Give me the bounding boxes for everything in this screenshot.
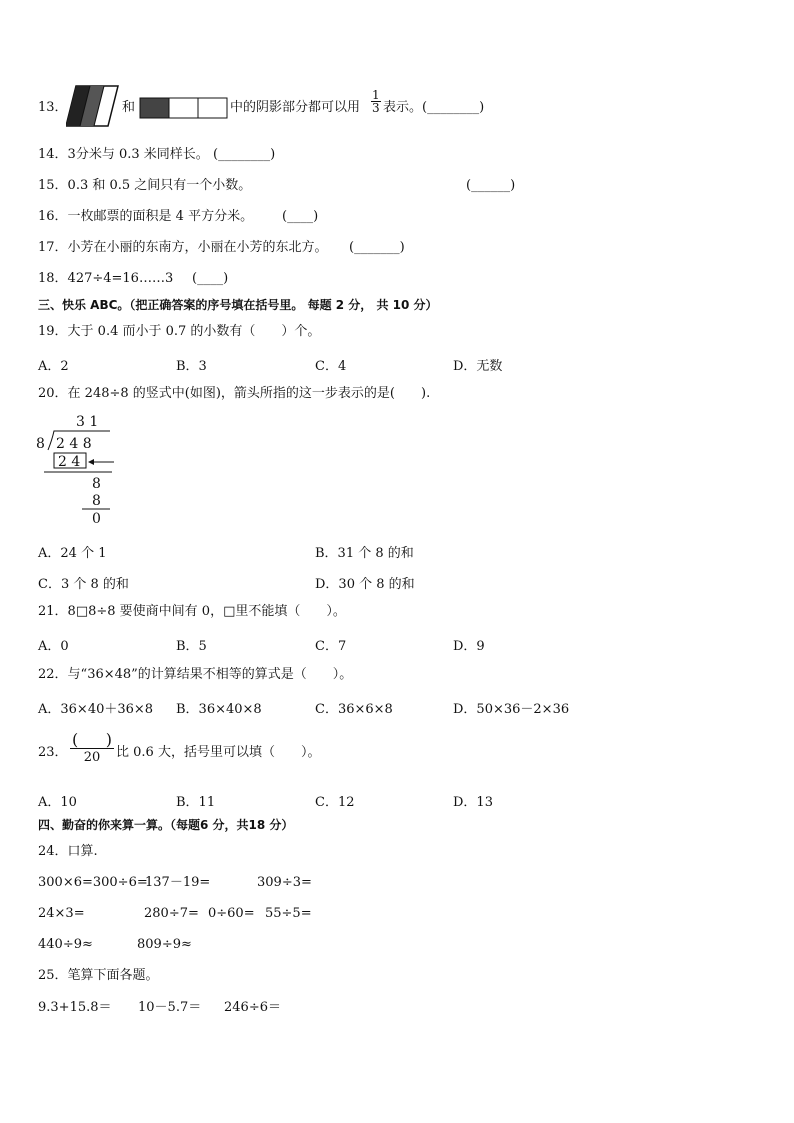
question-23-number: 23． (38, 745, 68, 760)
question-13 (38, 100, 68, 116)
option-a[interactable]: A．24 个 1 (38, 546, 107, 561)
question-number: 13． (38, 100, 68, 115)
calc-item: 440÷9≈ (38, 937, 93, 952)
question-18: 18．427÷4=16……3 (38, 271, 174, 286)
q13-text: 中的阴影部分都可以用 (230, 100, 361, 115)
option-d[interactable]: D．30 个 8 的和 (315, 577, 415, 592)
option-a[interactable]: A．10 (38, 795, 77, 810)
option-a[interactable]: A．36×40＋36×8 (38, 702, 154, 717)
answer-blank[interactable]: (________) (422, 100, 485, 115)
question-23: 比 0.6 大，括号里可以填（ ）。 (116, 745, 321, 760)
q13-tail: 表示。(________) (383, 100, 485, 115)
shaded-parallelogram-figure (66, 84, 120, 128)
calc-item: 9.3+15.8＝ (38, 1000, 112, 1015)
question-19: 19．大于 0.4 而小于 0.7 的小数有（ ）个。 (38, 324, 321, 339)
long-division-figure (34, 410, 124, 530)
option-b[interactable]: B．36×40×8 (176, 702, 262, 717)
option-c[interactable]: C．12 (315, 795, 355, 810)
calc-item: 0÷60= (208, 906, 255, 921)
q13-and: 和 (122, 100, 136, 115)
question-17: 17．小芳在小丽的东南方，小丽在小芳的东北方。 (38, 240, 328, 255)
quotient: 3 1 (76, 414, 99, 430)
answer-blank[interactable]: (_______) (349, 240, 405, 255)
section-4-heading: 四、勤奋的你来算一算。（每题6 分，共18 分） (38, 818, 294, 832)
answer-blank[interactable]: (______) (466, 178, 516, 193)
answer-blank[interactable]: (________) (213, 147, 276, 162)
step-8b: 8 (92, 493, 101, 509)
calc-item: 246÷6＝ (224, 1000, 281, 1015)
option-d[interactable]: D．无数 (453, 359, 503, 374)
calc-item: 10－5.7＝ (138, 1000, 202, 1015)
section-3-heading: 三、快乐 ABC。（把正确答案的序号填在括号里。 每题 2 分， 共 10 分） (38, 298, 438, 312)
divisor: 8 (36, 436, 45, 452)
fraction-blank-over-20 (70, 732, 114, 767)
option-b[interactable]: B．11 (176, 795, 216, 810)
answer-blank[interactable]: (____) (282, 209, 319, 224)
option-b[interactable]: B．31 个 8 的和 (315, 546, 414, 561)
question-21: 21．8□8÷8 要使商中间有 0，□里不能填（ ）。 (38, 604, 346, 619)
question-25: 25．笔算下面各题。 (38, 968, 159, 983)
calc-item: 24×3= (38, 906, 85, 921)
arrow-icon (88, 459, 94, 465)
calc-item: 309÷3= (257, 875, 312, 890)
option-a[interactable]: A．0 (38, 639, 69, 654)
calc-item: 809÷9≈ (137, 937, 192, 952)
shaded-bar-figure (139, 97, 229, 119)
option-d[interactable]: D．50×36－2×36 (453, 702, 570, 717)
denominator: 20 (83, 750, 101, 765)
question-14: 14．3分米与 0.3 米同样长。 (38, 147, 209, 162)
question-24: 24．口算. (38, 844, 98, 859)
option-d[interactable]: D．13 (453, 795, 493, 810)
calc-item: 137－19= (145, 875, 211, 890)
option-c[interactable]: C．36×6×8 (315, 702, 393, 717)
option-b[interactable]: B．5 (176, 639, 207, 654)
calc-item: 55÷5= (265, 906, 312, 921)
option-a[interactable]: A．2 (38, 359, 69, 374)
step-8: 8 (92, 476, 101, 492)
question-16: 16．一枚邮票的面积是 4 平方分米。 (38, 209, 254, 224)
calc-item: 300×6=300÷6= (38, 875, 148, 890)
question-20: 20．在 248÷8 的竖式中(如图)，箭头所指的这一步表示的是( ). (38, 386, 431, 401)
question-15: 15．0.3 和 0.5 之间只有一个小数。 (38, 178, 252, 193)
remainder: 0 (92, 511, 101, 527)
dividend: 2 4 8 (56, 436, 92, 452)
step-24: 2 4 (58, 454, 81, 470)
option-c[interactable]: C．3 个 8 的和 (38, 577, 129, 592)
calc-item: 280÷7= (144, 906, 199, 921)
option-c[interactable]: C．7 (315, 639, 347, 654)
option-d[interactable]: D．9 (453, 639, 485, 654)
answer-blank[interactable]: (____) (192, 271, 229, 286)
option-b[interactable]: B．3 (176, 359, 207, 374)
option-c[interactable]: C．4 (315, 359, 347, 374)
question-22: 22．与“36×48”的计算结果不相等的算式是（ ）。 (38, 667, 353, 682)
fraction-one-third: $\frac{1}{3}$ (372, 88, 380, 115)
numerator-blank[interactable]: ( ) (72, 730, 112, 749)
